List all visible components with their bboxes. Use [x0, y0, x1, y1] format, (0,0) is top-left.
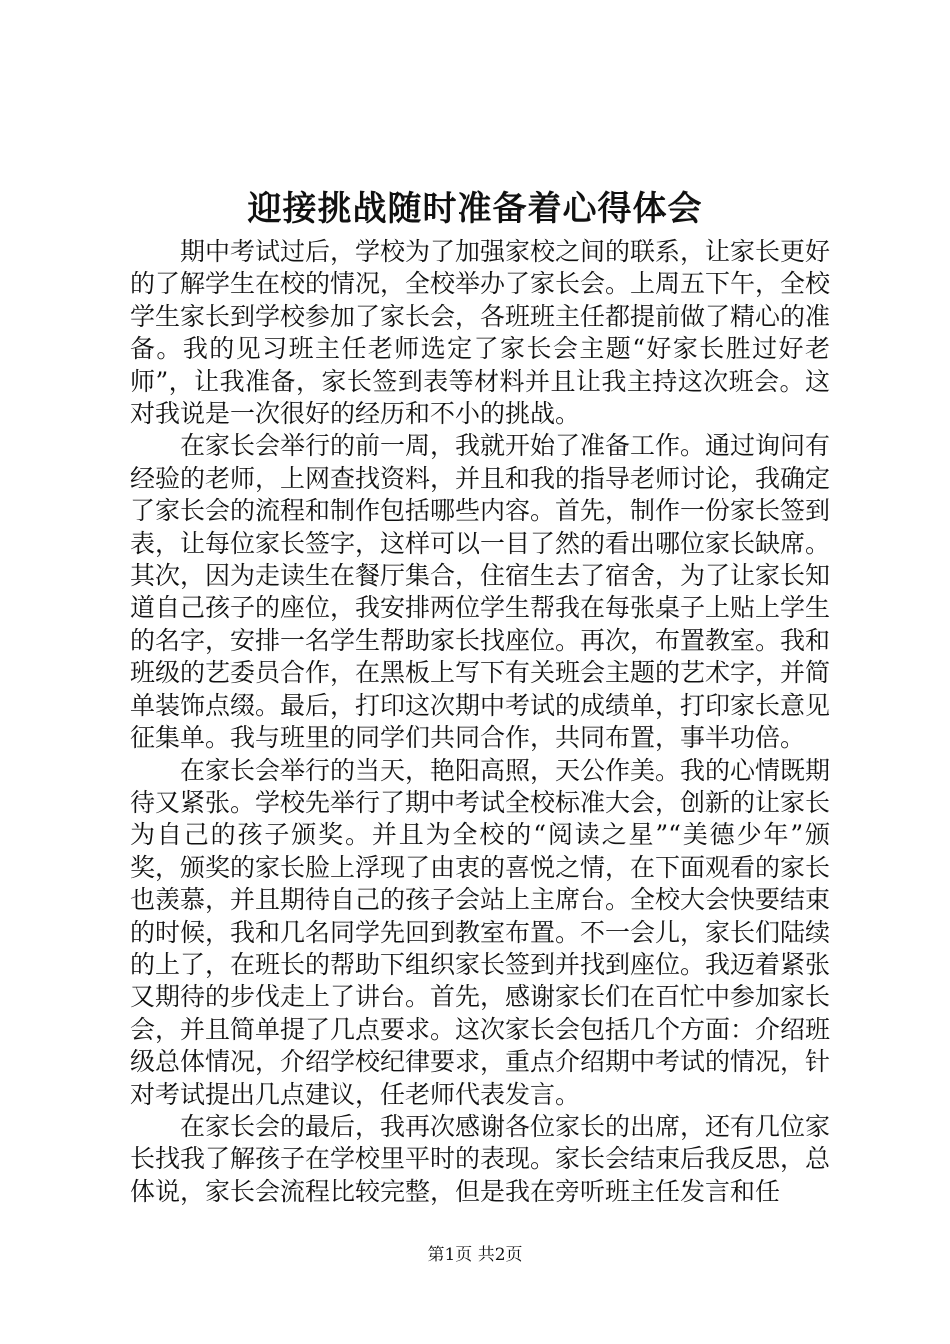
document-body — [130, 236, 830, 1208]
paragraph-1: 期中考试过后，学校为了加强家校之间的联系，让家长更好的了解学生在校的情况，全校举办了家长会。上周五下午，全校学生家长到学校参加了家长会，各班班主任都提前做了精心的准备。我的见习班主任老师选定了家长会主题“好家长胜过好老师”，让我准备，家长签到表等材料并且让我主持这次班会。这对我说是一次很好的经历和不小的挑战。 — [130, 237, 831, 429]
paragraph-4: 在家长会的最后，我再次感谢各位家长的出席，还有几位家长找我了解孩子在学校里平时的表现。家长会结束后我反思，总体说，家长会流程比较完整，但是我在旁听班主任发言和任 — [130, 1111, 831, 1206]
document-title: 迎接挑战随时准备着心得体会 — [247, 189, 703, 229]
paragraph-2: 在家长会举行的前一周，我就开始了准备工作。通过询问有经验的老师，上网查找资料，并且和我的指导老师讨论，我确定了家长会的流程和制作包括哪些内容。首先，制作一份家长签到表，让每位家长签字，这样可以一目了然的看出哪位家长缺席。其次，因为走读生在餐厅集合，住宿生去了宿舍，为了让家长知道自己孩子的座位，我安排两位学生帮我在每张桌子上贴上学生的名字，安排一名学生帮助家长找座位。再次，布置教室。我和班级的艺委员合作，在黑板上写下有关班会主题的艺术字，并简单装饰点缀。最后，打印这次期中考试的成绩单，打印家长意见征集单。我与班里的同学们共同合作，共同布置，事半功倍。 — [130, 431, 831, 753]
paragraph-3: 在家长会举行的当天，艳阳高照，天公作美。我的心情既期待又紧张。学校先举行了期中考试全校标准大会，创新的让家长为自己的孩子颁奖。并且为全校的“阅读之星”“美德少年”颁奖，颁奖的家长脸上浮现了由衷的喜悦之情，在下面观看的家长也羡慕，并且期待自己的孩子会站上主席台。全校大会快要结束的时候，我和几名同学先回到教室布置。不一会儿，家长们陆续的上了，在班长的帮助下组织家长签到并找到座位。我迈着紧张又期待的步伐走上了讲台。首先，感谢家长们在百忙中参加家长会，并且简单提了几点要求。这次家长会包括几个方面：介绍班级总体情况，介绍学校纪律要求，重点介绍期中考试的情况，针对考试提出几点建议，任老师代表发言。 — [130, 755, 831, 1109]
page-number-footer: 第1页 共2页 — [427, 1245, 523, 1265]
